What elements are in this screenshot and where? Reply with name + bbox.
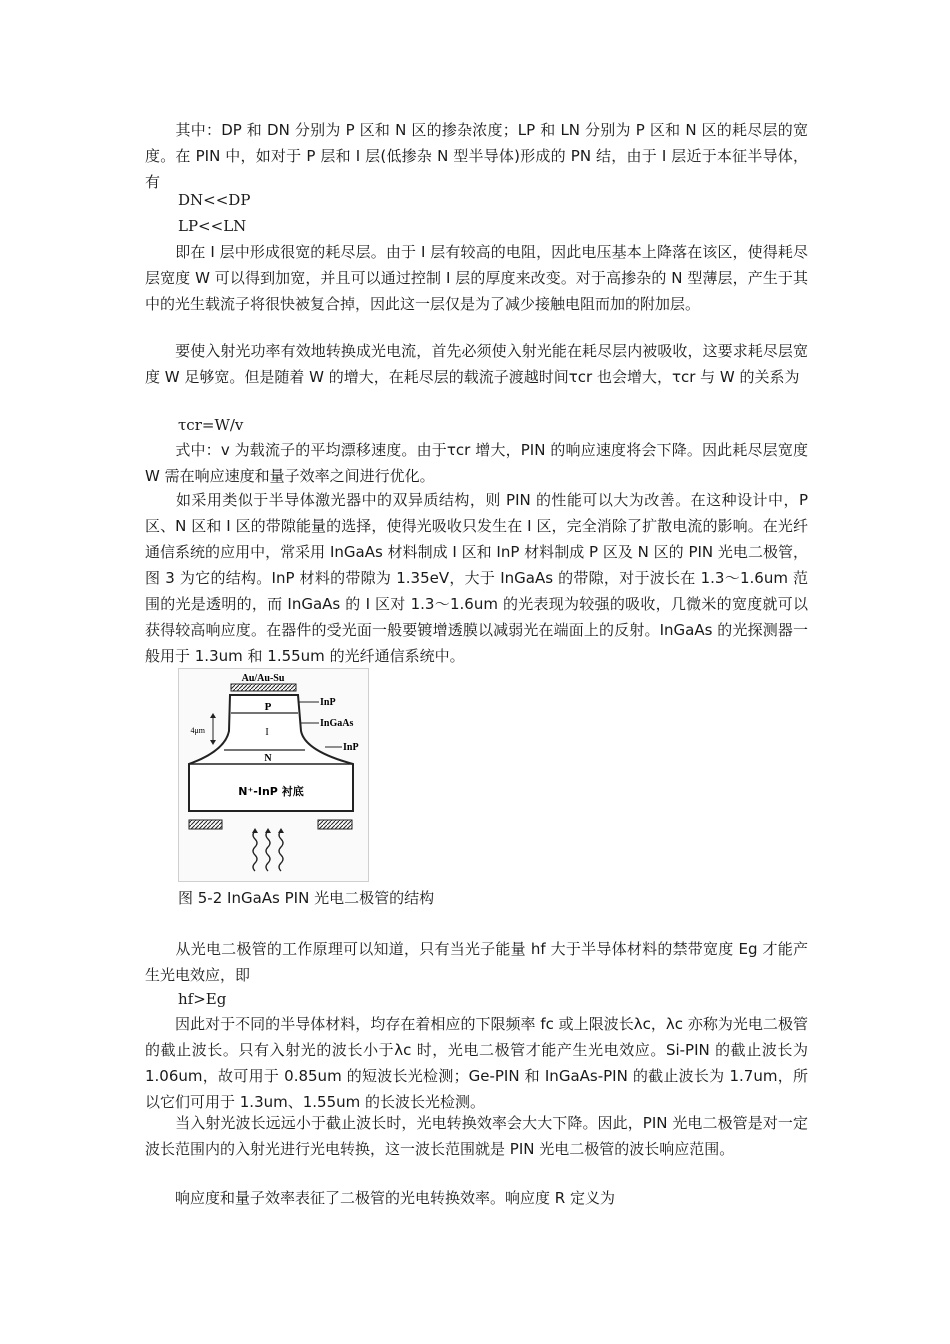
arrow-up-icon xyxy=(252,828,284,833)
paragraph-depletion-layer: 即在 I 层中形成很宽的耗尽层。由于 I 层有较高的电阻，因此电压基本上降落在该区，使得耗尽层宽度 W 可以得到加宽，并且可以通过控制 I 层的厚度来改变。对于高掺杂的 N 型薄层，产生于其中的光生载流子将很快被复合掉，因此这一层仅是为了减少接触电阻而加的附加层。 xyxy=(145,243,808,313)
paragraph-transit-time: 要使入射光功率有效地转换成光电流，首先必须使入射光能在耗尽层内被吸收，这要求耗尽层宽度 W 足够宽。但是随着 W 的增大，在耗尽层的载流子渡越时间τcr 也会增大，τcr 与 W 的关系为 xyxy=(145,342,808,386)
label-n-layer: N xyxy=(264,753,272,764)
label-electrode: Au/Au-Su xyxy=(241,673,285,684)
paragraph-definitions: 其中：DP 和 DN 分别为 P 区和 N 区的掺杂浓度；LP 和 LN 分别为 P 区和 N 区的耗尽层的宽度。在 PIN 中，如对于 P 层和 I 层(低掺杂 N 型半导体)形成的 PN 结，由于 I 层近于本征半导体，有 xyxy=(145,121,808,191)
formula-lp-ln: LP<<LN xyxy=(178,217,247,235)
label-ingaas: InGaAs xyxy=(320,718,354,729)
light-wave-icon xyxy=(279,831,283,871)
paragraph-cutoff-wavelength: 因此对于不同的半导体材料，均存在着相应的下限频率 fc 或上限波长λc，λc 亦称为光电二极管的截止波长。只有入射光的波长小于λc 时，光电二极管才能产生光电效应。Si-PIN 的截止波长为 1.06um，故可用于 0.85um 的短波长光检测；Ge-PIN 和 InGaAs-PIN 的截止波长为 1.7um，所以它们可用于 1.3um、1.55um 的长波长光检测。 xyxy=(145,1015,808,1111)
bottom-electrode-left xyxy=(189,820,222,829)
paragraph-drift-velocity: 式中：v 为载流子的平均漂移速度。由于τcr 增大，PIN 的响应速度将会下降。因此耗尽层宽度 W 需在响应速度和量子效率之间进行优化。 xyxy=(145,441,808,485)
label-thickness: 4μm xyxy=(190,726,205,735)
formula-tau-cr: τcr=W/v xyxy=(178,416,244,434)
label-p-layer: P xyxy=(264,701,272,713)
figure-caption: 图 5-2 InGaAs PIN 光电二极管的结构 xyxy=(178,889,435,907)
structure-svg xyxy=(179,669,368,881)
light-wave-icon xyxy=(253,831,257,871)
label-substrate: N⁺-InP 衬底 xyxy=(238,785,304,798)
paragraph-heterostructure: 如采用类似于半导体激光器中的双异质结构，则 PIN 的性能可以大为改善。在这种设计中，P 区、N 区和 I 区的带隙能量的选择，使得光吸收只发生在 I 区，完全消除了扩散电流的影响。在光纤通信系统的应用中，常采用 InGaAs 材料制成 I 区和 InP 材料制成 P 区及 N 区的 PIN 光电二极管，图 3 为它的结构。InP 材料的带隙为 1.35eV，大于 InGaAs 的带隙，对于波长在 1.3～1.6um 范围的光是透明的，而 InGaAs 的 I 区对 1.3～1.6um 的光表现为较强的吸收，几微米的宽度就可以获得较高响应度。在器件的受光面一般要镀增透膜以减弱光在端面上的反射。InGaAs 的光探测器一般用于 1.3um 和 1.55um 的光纤通信系统中。 xyxy=(145,491,808,665)
top-electrode xyxy=(231,684,296,691)
ingaas-pin-structure-diagram xyxy=(178,668,369,882)
light-wave-icon xyxy=(266,831,270,871)
label-inp-side: InP xyxy=(343,742,359,753)
formula-hf-eg: hf>Eg xyxy=(178,990,227,1008)
paragraph-wavelength-response: 当入射光波长远远小于截止波长时，光电转换效率会大大下降。因此，PIN 光电二极管是对一定波长范围内的入射光进行光电转换，这一波长范围就是 PIN 光电二极管的波长响应范围。 xyxy=(145,1114,808,1158)
paragraph-photoelectric-effect: 从光电二极管的工作原理可以知道，只有当光子能量 hf 大于半导体材料的禁带宽度 Eg 才能产生光电效应，即 xyxy=(145,940,808,984)
label-inp-top: InP xyxy=(320,697,336,708)
label-i-layer: I xyxy=(265,727,269,738)
bottom-electrode-right xyxy=(318,820,352,829)
formula-dn-dp: DN<<DP xyxy=(178,191,251,209)
paragraph-responsivity: 响应度和量子效率表征了二极管的光电转换效率。响应度 R 定义为 xyxy=(145,1189,615,1207)
